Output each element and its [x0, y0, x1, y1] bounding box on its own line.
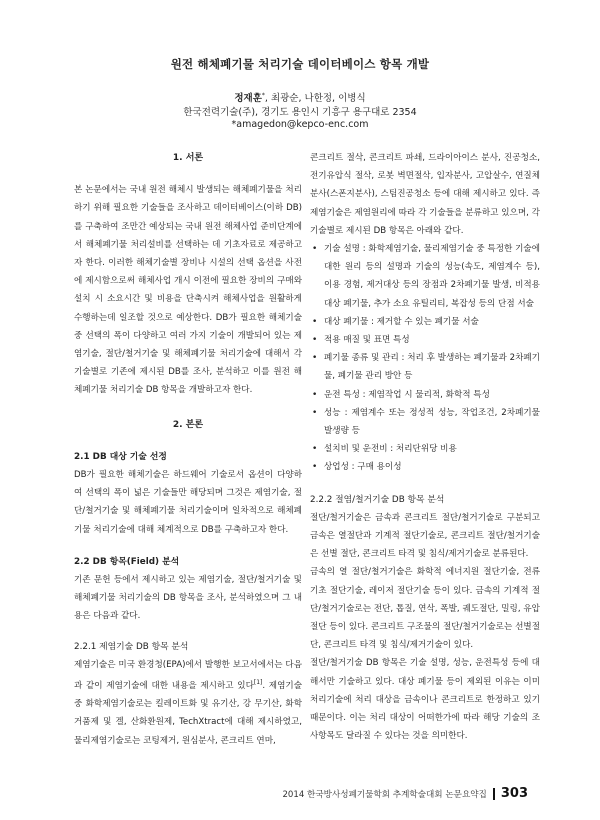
- continued-paragraph: 콘크리트 절삭, 콘크리트 파쇄, 드라이아이스 분사, 진공청소, 전기유압식 절삭, 로봇 벽면절삭, 입자분사, 고압살수, 연질체 분사(스폰지분사), 스팀진공청소 등에 대해 제시하고 있다. 즉 제염기술은 제염원리에 따라 각 기술들을 분류하고 있으며, 각 기술별로 제시된 DB 항목은 아래와 같다.: [310, 153, 540, 236]
- author-line: [0, 90, 600, 104]
- affiliation: 한국전력기술(주), 경기도 용인시 기흥구 용구대로 2354: [183, 107, 417, 118]
- list-item: • 설치비 및 운전비 : 처리단위당 비용: [310, 440, 540, 458]
- subsection-2-2-paragraph: 기존 문헌 등에서 제시하고 있는 제염기술, 절단/철거기술 및 해체폐기물 처리기술의 DB 항목을 조사, 분석하였으며 그 내용은 다음과 같다.: [74, 575, 302, 622]
- list-item: • 폐기물 종류 및 관리 : 처리 후 발생하는 폐기물과 2차폐기물, 폐기물 관리 방안 등: [310, 349, 540, 385]
- subsection-2-2-1-paragraph: [74, 656, 302, 750]
- citation-ref: [1]: [253, 679, 263, 687]
- subsection-heading-2-2-2: 2.2.2 절염/철거기술 DB 항목 분석: [310, 494, 445, 505]
- subsection-heading-2-2: 2.2 DB 항목(Field) 분석: [74, 556, 180, 567]
- subsection-heading-2-2-1: 2.2.1 제염기술 DB 항목 분석: [74, 641, 189, 652]
- intro-paragraph: 본 논문에서는 국내 원전 해체시 발생되는 해체폐기물을 처리하기 위해 필요한 기술들을 조사하고 데이터베이스(이하 DB)를 구축하여 조만간 예상되는 국내 원전 해체사업 준비단계에서 해체폐기물 처리설비를 선택하는 데 기초자료로 제공하고자 한다. 이러한 해체기술별 장비나 시설의 선택 옵션을 사전에 제시함으로써 해체사업 개시 이전에 필요한 장비의 구매와 설치 시 소요시간 및 비용을 단축시켜 해체사업을 원활하게 수행하는데 일조할 것으로 예상한다. DB가 필요한 해체기술 중 선택의 폭이 다양하고 여러 가지 기술이 개발되어 있는 제염기술, 절단/철거기술 및 해체폐기물 처리기술에 대해서 각 기술별로 기존에 제시된 DB를 조사, 분석하고 이를 원전 해체폐기물 처리기술 DB 항목을 개발하고자 한다.: [74, 185, 302, 396]
- page-footer: [282, 786, 528, 801]
- section-heading-body: 2. 본론: [172, 419, 204, 430]
- list-item: • 상업성 : 구매 용이성: [310, 458, 540, 476]
- list-item: • 성능 : 제염계수 또는 정성적 성능, 작업조건, 2차폐기물 발생량 등: [310, 404, 540, 440]
- proceedings-name: 2014 한국방사성폐기물학회 추계학술대회 논문요약집: [282, 789, 487, 800]
- subsection-2-2-2-paragraph-3: 절단/철거기술 DB 항목은 기술 설명, 성능, 운전특성 등에 대해서만 기술하고 있다. 대상 폐기물 등이 제외된 이유는 이미 처리기술에 처리 대상을 금속이나 콘크리트로 한정하고 있기 때문이다. 이는 처리 대상이 어떠한가에 따라 해당 기술의 조사항목도 달라질 수 있다는 것을 의미한다.: [310, 658, 540, 742]
- list-item: • 기술 설명 : 화학제염기술, 물리제염기술 중 특정한 기술에 대한 원리 등의 설명과 기술의 성능(속도, 제염계수 등), 이용 경험, 제거대상 등의 장점과 2차폐기물 발생, 비적용 대상 폐기물, 추가 소요 유틸리티, 복잡성 등의 단점 서술: [310, 240, 540, 313]
- subsection-heading-2-1: 2.1 DB 대상 기술 선정: [74, 451, 167, 462]
- list-item: • 적용 매질 및 표면 특성: [310, 331, 540, 349]
- co-authors: , 최광순, 나한정, 이병식: [264, 93, 366, 104]
- lead-author: 정재훈: [234, 93, 262, 104]
- paragraph-part-a: 제염기술은 미국 환경청(EPA)에서 발행한 보고서에서는 다음과 같이 제염기술에 대한 내용을 제시하고 있다: [74, 659, 302, 691]
- subsection-2-1-paragraph: DB가 필요한 해체기술은 하드웨어 기술로서 옵션이 다양하여 선택의 폭이 넓은 기술들만 해당되며 그것은 제염기술, 절단/철거기술 및 해체폐기물 처리기술이며 일차적으로 해체폐기물 처리기술에 대해 체계적으로 DB를 구축하고자 한다.: [74, 470, 302, 535]
- section-heading-intro: 1. 서론: [172, 153, 204, 163]
- corresponding-mark: *: [261, 91, 265, 99]
- left-column: [74, 149, 302, 750]
- subsection-2-2-2-paragraph-2: 금속의 열 절단/철거기술은 화학적 에너지원 절단기술, 전류 기초 절단기술, 레이저 절단기술 등이 있다. 금속의 기계적 절단/철거기술로는 전단, 톱질, 연삭, 폭발, 궤도절단, 밀링, 유압절단 등이 있다. 콘크리트 구조물의 절단/철거기술로는 선별절단, 콘크리트 타격 및 침식/제거기술이 있다.: [310, 567, 540, 651]
- list-item: • 대상 폐기물 : 제거할 수 있는 폐기물 서술: [310, 313, 540, 331]
- subsection-2-2-2-paragraph-1: 절단/철거기술은 금속과 콘크리트 절단/철거기술로 구분되고 금속은 열절단과 기계적 절단기술로, 콘크리트 절단/철거기술은 선별 절단, 콘크리트 타격 및 침식/제거기술로 분류된다.: [310, 512, 540, 560]
- list-item: • 운전 특성 : 제염작업 시 물리적, 화학적 특성: [310, 386, 540, 404]
- right-column: [310, 149, 540, 746]
- contact-email: *amagedon@kepco-enc.com: [231, 119, 369, 130]
- footer-divider: [493, 788, 495, 800]
- paper-title: 원전 해체폐기물 처리기술 데이터베이스 항목 개발: [170, 57, 430, 71]
- page-number: 303: [500, 786, 528, 801]
- paragraph-part-b: . 제염기술 중 화학제염기술로는 킬레이트화 및 유기산, 강 무기산, 화학거품제 및 겔, 산화환원제, TechXtract에 대해 제시하였고, 물리제염기술로는 코팅제거, 원심분사, 콘크리트 연마,: [74, 680, 303, 746]
- db-field-list: [310, 240, 540, 477]
